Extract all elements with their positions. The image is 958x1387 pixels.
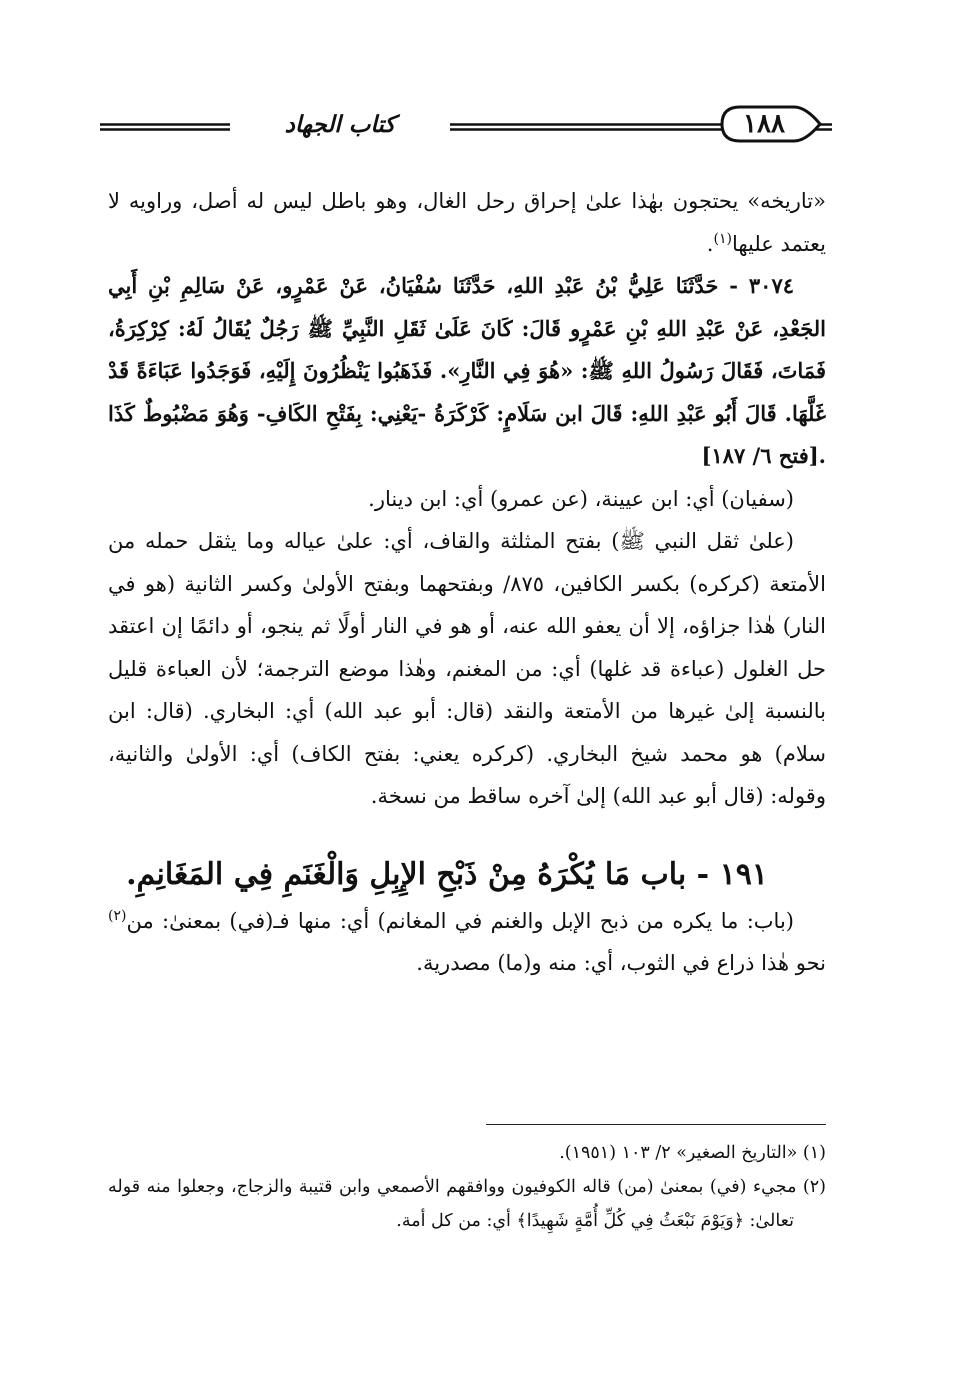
page-number: ١٨٨ [743, 109, 785, 139]
running-header [100, 92, 832, 156]
chapter-commentary-b: نحو هٰذا ذراع في الثوب، أي: منه و(ما) مصدرية. [416, 951, 826, 975]
commentary-paragraph-2: (علىٰ ثقل النبي ﷺ) بفتح المثلثة والقاف، أي: علىٰ عياله وما يثقل حمله من الأمتعة (كركره) بكسر الكافين، ٨٧٥/ وبفتحهما وبفتح الأولىٰ وكسر الثانية (هو في النار) هٰذا جزاؤه، إلا أن يعفو الله عنه، أو هو في النار أولًا ثم ينجو، أو دائمًا إن اعتقد حل الغلول (عباءة قد غلها) أي: من المغنم، وهٰذا موضع الترجمة؛ لأن العباءة قليل بالنسبة إلىٰ غيرها من الأمتعة والنقد (قال: أبو عبد الله) أي: البخاري. (قال: ابن سلام) هو محمد شيخ البخاري. (كركره يعني: بفتح الكاف) أي: الأولىٰ والثانية، وقوله: (قال أبو عبد الله) إلىٰ آخره ساقط من نسخة. [108, 529, 826, 808]
footnote-reference-1: (١) [713, 230, 732, 247]
footnote-2: (٢) مجيء (في) بمعنىٰ (من) قاله الكوفيون ووافقهم الأصمعي وابن قتيبة والزجاج، وجعلوا منه قوله تعالىٰ: ﴿وَيَوْمَ نَبْعَثُ فِي كُلِّ أُمَّةٍ شَهِيدًا﴾ أي: من كل أمة. [108, 1177, 826, 1231]
main-text-block [108, 180, 826, 985]
commentary-paragraph-1: (سفيان) أي: ابن عيينة، (عن عمرو) أي: ابن دينار. [368, 486, 794, 511]
footnotes-block [108, 1136, 826, 1238]
footnote-reference-2: (٢) [108, 907, 127, 924]
chapter-heading: ١٩١ - باب مَا يُكْرَهُ مِنْ ذَبْحِ الإِبِلِ وَالْغَنَمِ فِي المَغَانِمِ. [126, 856, 768, 892]
chapter-commentary [108, 900, 826, 985]
footnote-1: (١) «التاريخ الصغير» ٢/ ١٠٣ (١٩٥١). [559, 1143, 826, 1163]
intro-paragraph [108, 180, 826, 265]
hadith-number: ٣٠٧٤ - [729, 273, 795, 298]
footnote-separator [486, 1124, 826, 1125]
hadith-text: حَدَّثَنَا عَلِيُّ بْنُ عَبْدِ اللهِ، حَدَّثَنَا سُفْيَانُ، عَنْ عَمْرٍو، عَنْ سَالِمِ بْنِ أَبِي الجَعْدِ، عَنْ عَبْدِ اللهِ بْنِ عَمْرٍو قَالَ: كَانَ عَلَىٰ ثَقَلِ النَّبِيِّ ﷺ رَجُلٌ يُقَالُ لَهُ: كِرْكِرَةُ، فَمَاتَ، فَقَالَ رَسُولُ اللهِ ﷺ: «هُوَ فِي النَّارِ». فَذَهَبُوا يَنْظُرُونَ إِلَيْهِ، فَوَجَدُوا عَبَاءَةً قَدْ غَلَّهَا. قَالَ أَبُو عَبْدِ اللهِ: قَالَ ابن سَلَامٍ: كَرْكَرَةُ -يَعْنِي: بِفَتْحِ الكَافِ- وَهُوَ مَضْبُوطٌ كَذَا .[فتح ٦/ ١٨٧] [108, 273, 826, 468]
page-number-badge [718, 104, 822, 144]
chapter-commentary-a: (باب: ما يكره من ذبح الإبل والغنم في المغانم) أي: منها فـ(في) بمعنىٰ: من [126, 908, 794, 933]
book-title: كتاب الجهاد [230, 107, 450, 143]
hadith-paragraph [108, 265, 826, 478]
intro-text: «تاريخه» يحتجون بهٰذا علىٰ إحراق رحل الغال، وهو باطل ليس له أصل، وراويه لا يعتمد عليها [108, 189, 826, 256]
intro-end: . [706, 231, 714, 256]
